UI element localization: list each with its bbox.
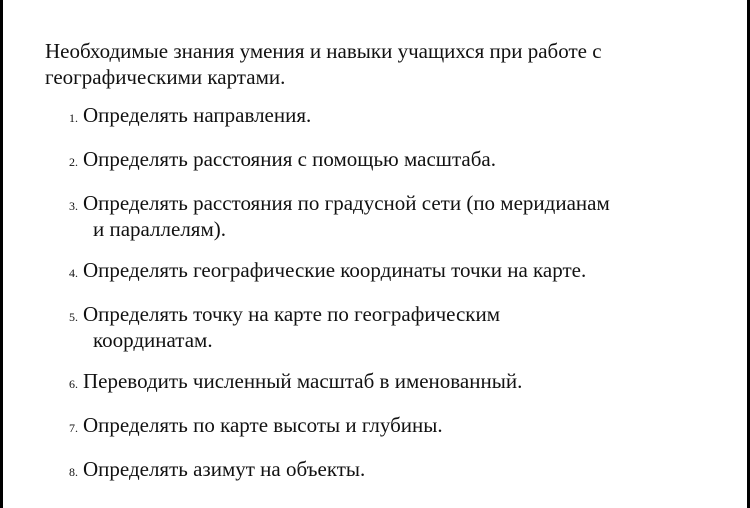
list-item xyxy=(69,146,709,175)
item-number: 4. xyxy=(69,266,78,280)
item-text: Определять расстояния по градусной сети (по меридианам xyxy=(83,191,610,215)
item-number: 6. xyxy=(69,377,78,391)
document-page xyxy=(3,0,747,508)
document-title: Необходимые знания умения и навыки учащихся при работе с географическими картами. xyxy=(45,39,602,89)
item-text: Определять направления. xyxy=(83,103,312,127)
item-number: 5. xyxy=(69,310,78,324)
item-text: Определять по карте высоты и глубины. xyxy=(83,413,443,437)
item-number: 7. xyxy=(69,421,78,435)
list-item xyxy=(69,257,709,286)
item-text: Переводить численный масштаб в именованный. xyxy=(83,369,523,393)
list-item xyxy=(69,102,709,131)
list-item xyxy=(69,412,709,441)
item-number: 2. xyxy=(69,155,78,169)
item-text: Определять географические координаты точки на карте. xyxy=(83,258,587,282)
item-text-wrap xyxy=(83,190,709,242)
item-number: 3. xyxy=(69,199,78,213)
item-text-continuation: координатам. xyxy=(93,328,213,352)
item-text: Определять точку на карте по географическим xyxy=(83,302,501,326)
list-item xyxy=(69,456,709,485)
skills-list xyxy=(69,102,709,500)
item-text-wrap xyxy=(83,301,709,353)
item-text-continuation: и параллелям). xyxy=(93,217,227,241)
list-item xyxy=(69,190,709,242)
item-number: 8. xyxy=(69,465,78,479)
item-number: 1. xyxy=(69,111,78,125)
item-text: Определять расстояния с помощью масштаба. xyxy=(83,147,496,171)
item-text: Определять азимут на объекты. xyxy=(83,457,366,481)
list-item xyxy=(69,368,709,397)
list-item xyxy=(69,301,709,353)
